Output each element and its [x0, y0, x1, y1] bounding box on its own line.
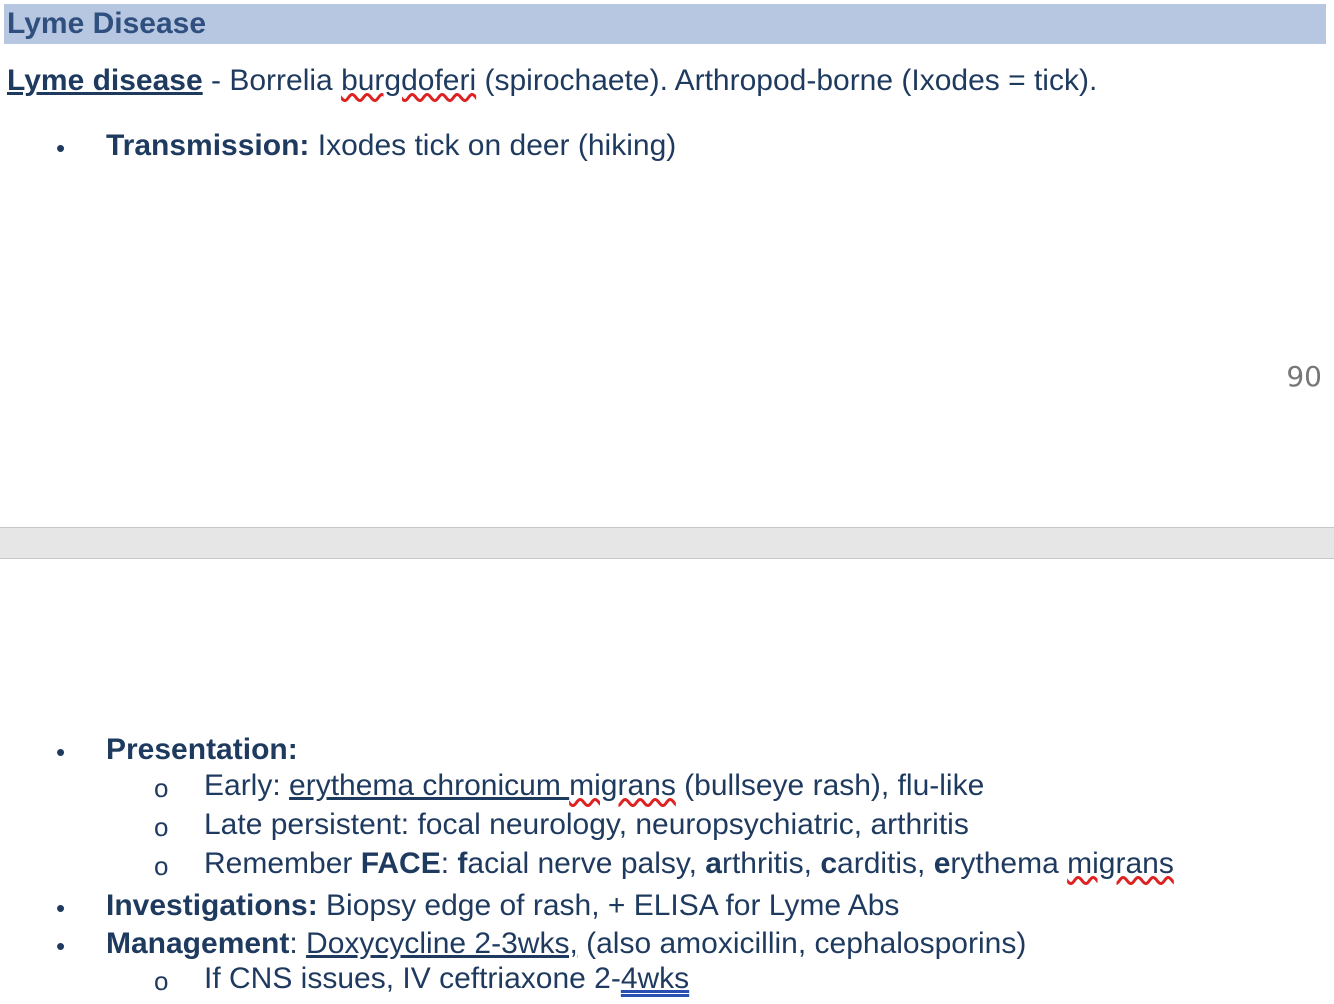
intro-dash: - Borrelia — [202, 64, 342, 97]
organism-name: burgdoferi — [341, 64, 477, 97]
face-a-rest: rthritis, — [721, 847, 821, 880]
intro-rest: (spirochaete). Arthropod-borne (Ixodes = tick). — [476, 64, 1098, 97]
investigations-line — [106, 889, 899, 923]
bullet-icon: • — [56, 133, 66, 163]
investigations-label: Investigations: — [106, 889, 318, 922]
intro-line — [7, 64, 1097, 98]
face-f: f — [457, 847, 468, 880]
sub-bullet-icon: o — [154, 851, 169, 881]
presentation-face — [204, 847, 1174, 881]
management-rest: (also amoxicillin, cephalosporins) — [577, 927, 1027, 960]
face-colon: : — [440, 847, 458, 880]
face-prefix: Remember — [204, 847, 361, 880]
face-f-rest: acial nerve palsy, — [467, 847, 706, 880]
face-c: c — [820, 847, 838, 880]
management-colon: : — [289, 927, 307, 960]
presentation-late: Late persistent: focal neurology, neuropsychiatric, arthritis — [204, 808, 969, 841]
presentation-heading — [106, 733, 298, 767]
face-e: e — [933, 847, 951, 880]
lyme-term: Lyme disease — [7, 64, 203, 97]
face-e-rest: rythema — [950, 847, 1068, 880]
cns-duration-link[interactable]: 4wks — [620, 962, 690, 995]
transmission-line — [106, 129, 676, 163]
early-term-migrans: migrans — [569, 769, 676, 802]
section-heading: Lyme Disease — [7, 7, 207, 40]
face-migrans: migrans — [1067, 847, 1174, 880]
face-a: a — [705, 847, 722, 880]
face-acronym: FACE — [360, 847, 441, 880]
transmission-label: Transmission: — [106, 129, 310, 162]
investigations-text: Biopsy edge of rash, + ELISA for Lyme Abs — [317, 889, 900, 922]
sub-bullet-icon: o — [154, 812, 169, 842]
sub-bullet-icon: o — [154, 966, 169, 996]
sub-bullet-icon: o — [154, 773, 169, 803]
page-break-gap — [0, 527, 1334, 559]
early-term: erythema chronicum — [289, 769, 570, 802]
face-c-rest: arditis, — [837, 847, 934, 880]
bullet-icon: • — [56, 931, 66, 961]
presentation-early — [204, 769, 984, 803]
presentation-label: Presentation: — [106, 733, 298, 766]
management-cns — [204, 962, 689, 996]
management-line — [106, 927, 1026, 961]
management-label: Management — [106, 927, 290, 960]
early-prefix: Early: — [204, 769, 290, 802]
early-suffix: (bullseye rash), flu-like — [675, 769, 985, 802]
transmission-text: Ixodes tick on deer (hiking) — [309, 129, 677, 162]
bullet-icon: • — [56, 737, 66, 767]
management-drug: Doxycycline 2-3wks, — [306, 927, 578, 960]
page-number: 90 — [1286, 360, 1322, 393]
bullet-icon: • — [56, 893, 66, 923]
cns-prefix: If CNS issues, IV ceftriaxone 2- — [204, 962, 621, 995]
